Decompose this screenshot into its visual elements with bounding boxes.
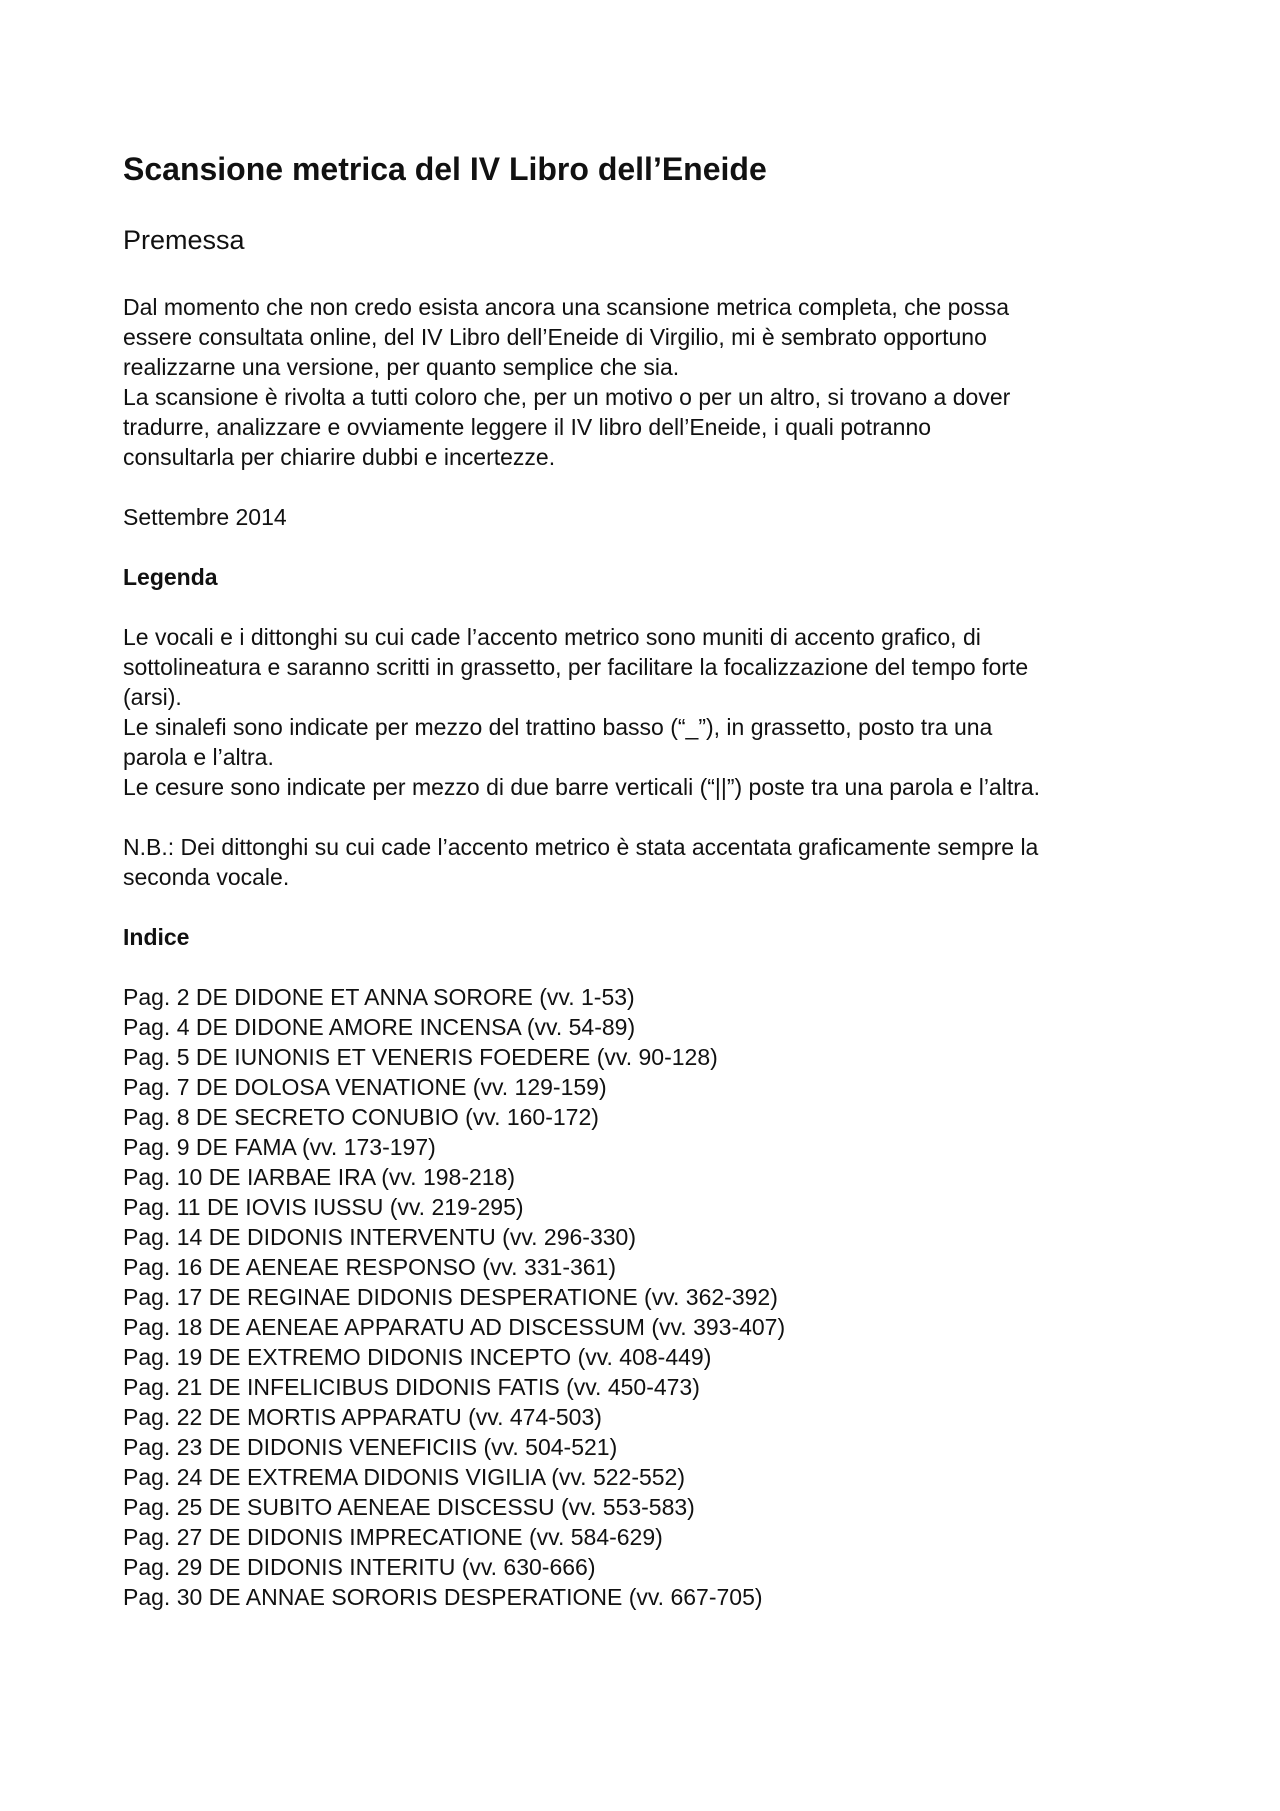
indice-entry: Pag. 29 DE DIDONIS INTERITU (vv. 630-666) (123, 1553, 596, 1580)
legenda-heading: Legenda (123, 563, 218, 590)
indice-entry: Pag. 30 DE ANNAE SORORIS DESPERATIONE (vv. 667-705) (123, 1583, 763, 1610)
indice-entry: Pag. 23 DE DIDONIS VENEFICIIS (vv. 504-521) (123, 1433, 618, 1460)
indice-entry: Pag. 19 DE EXTREMO DIDONIS INCEPTO (vv. 408-449) (123, 1343, 712, 1370)
indice-entry: Pag. 2 DE DIDONE ET ANNA SORORE (vv. 1-53) (123, 983, 635, 1010)
indice-entry: Pag. 5 DE IUNONIS ET VENERIS FOEDERE (vv. 90-128) (123, 1043, 718, 1070)
indice-entry: Pag. 18 DE AENEAE APPARATU AD DISCESSUM (vv. 393-407) (123, 1313, 786, 1340)
indice-entry: Pag. 24 DE EXTREMA DIDONIS VIGILIA (vv. 522-552) (123, 1463, 686, 1490)
nb-note: N.B.: Dei dittonghi su cui cade l’accento metrico è stata accentata graficamente sempre la seconda vocale. (123, 833, 1039, 890)
indice-entry: Pag. 14 DE DIDONIS INTERVENTU (vv. 296-330) (123, 1223, 636, 1250)
indice-entry: Pag. 4 DE DIDONE AMORE INCENSA (vv. 54-89) (123, 1013, 636, 1040)
indice-entry: Pag. 17 DE REGINAE DIDONIS DESPERATIONE (vv. 362-392) (123, 1283, 778, 1310)
indice-list (123, 982, 1163, 1612)
premessa-paragraph: Dal momento che non credo esista ancora una scansione metrica completa, che possa essere consultata online, del IV Libro dell’Eneide di Virgilio, mi è sembrato opportuno realizzarne una versione, per quanto semplice che sia. La scansione è rivolta a tutti coloro che, per un motivo o per un altro, si trovano a dover tradurre, analizzare e ovviamente leggere il IV libro dell’Eneide, i quali potranno consultarla per chiarire dubbi e incertezze. (123, 293, 1011, 470)
indice-entry: Pag. 22 DE MORTIS APPARATU (vv. 474-503) (123, 1403, 602, 1430)
premessa-heading: Premessa (123, 225, 245, 256)
indice-entry: Pag. 16 DE AENEAE RESPONSO (vv. 331-361) (123, 1253, 617, 1280)
indice-entry: Pag. 21 DE INFELICIBUS DIDONIS FATIS (vv. 450-473) (123, 1373, 700, 1400)
indice-entry: Pag. 8 DE SECRETO CONUBIO (vv. 160-172) (123, 1103, 599, 1130)
indice-entry: Pag. 11 DE IOVIS IUSSU (vv. 219-295) (123, 1193, 524, 1220)
legenda-paragraph: Le vocali e i dittonghi su cui cade l’accento metrico sono muniti di accento grafico, di sottolineatura e saranno scritti in grassetto, per facilitare la focalizzazione del tempo forte (arsi). Le sinalefi sono indicate per mezzo del trattino basso (“_”), in grassetto, posto tra una parola e l’altra. Le cesure sono indicate per mezzo di due barre verticali (“||”) poste tra una parola e l’altra. (123, 623, 1041, 800)
indice-heading: Indice (123, 923, 190, 950)
indice-entry: Pag. 27 DE DIDONIS IMPRECATIONE (vv. 584-629) (123, 1523, 663, 1550)
indice-entry: Pag. 10 DE IARBAE IRA (vv. 198-218) (123, 1163, 516, 1190)
premessa-date: Settembre 2014 (123, 503, 287, 530)
document-title: Scansione metrica del IV Libro dell’Eneide (123, 151, 767, 187)
indice-entry: Pag. 9 DE FAMA (vv. 173-197) (123, 1133, 436, 1160)
document-page (123, 150, 1163, 1612)
indice-entry: Pag. 25 DE SUBITO AENEAE DISCESSU (vv. 553-583) (123, 1493, 695, 1520)
indice-entry: Pag. 7 DE DOLOSA VENATIONE (vv. 129-159) (123, 1073, 607, 1100)
